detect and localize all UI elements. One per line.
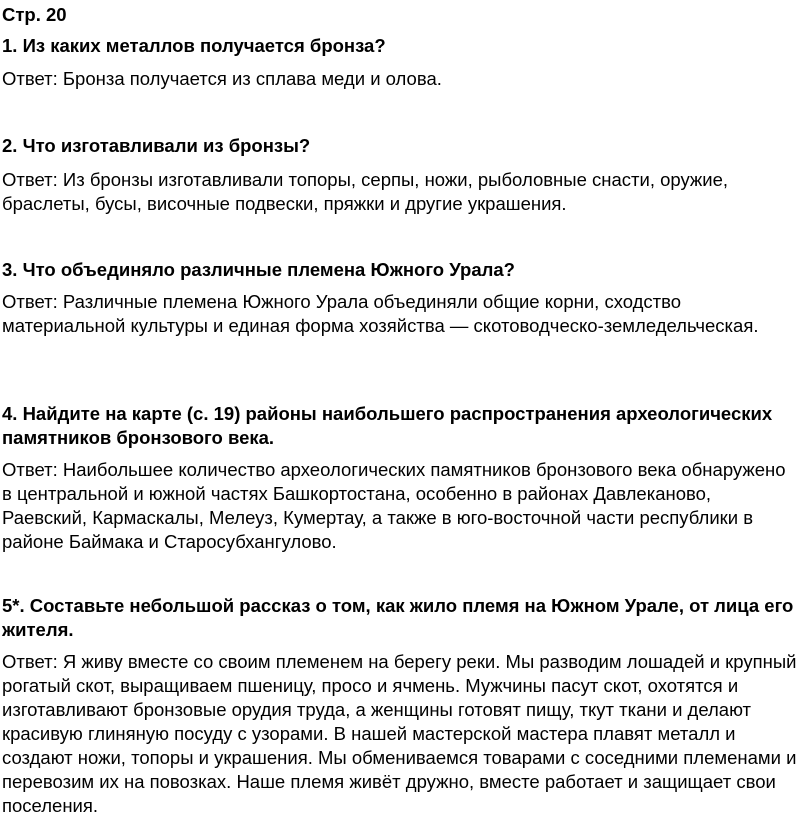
answer-5: Ответ: Я живу вместе со своим племенем на берегу реки. Мы разводим лошадей и крупный рогатый скот, выращиваем пшеницу, просо и ячмень. Мужчины пасут скот, охотятся и изготавливают бронзовые орудия труда, а женщины готовят пищу, ткут ткани и делают красивую глиняную посуду с узорами. В нашей мастерской мастера плавят металл и создают ножи, топоры и украшения. Мы обмениваемся товарами с соседними племенами и перевозим их на повозках. Наше племя живёт дружно, вместе работает и защищает свои поселения. bbox=[2, 651, 797, 816]
question-2: 2. Что изготавливали из бронзы? bbox=[2, 135, 311, 156]
page-number: Стр. 20 bbox=[2, 4, 67, 25]
question-3: 3. Что объединяло различные племена Южного Урала? bbox=[2, 259, 515, 280]
question-4: 4. Найдите на карте (с. 19) районы наибольшего распространения археологических памятников бронзового века. bbox=[2, 403, 773, 448]
answer-2: Ответ: Из бронзы изготавливали топоры, серпы, ножи, рыболовные снасти, оружие, браслеты, бусы, височные подвески, пряжки и другие украшения. bbox=[2, 169, 729, 214]
question-5: 5*. Составьте небольшой рассказ о том, как жило племя на Южном Урале, от лица его жителя. bbox=[2, 595, 794, 640]
question-1: 1. Из каких металлов получается бронза? bbox=[2, 35, 386, 56]
answer-4: Ответ: Наибольшее количество археологических памятников бронзового века обнаружено в центральной и южной частях Башкортостана, особенно в районах Давлеканово, Раевский, Кармаскалы, Мелеуз, Кумертау, а также в юго-восточной части республики в районе Баймака и Старосубхангулово. bbox=[2, 459, 786, 552]
answer-1: Ответ: Бронза получается из сплава меди и олова. bbox=[2, 68, 442, 89]
answer-3: Ответ: Различные племена Южного Урала объединяли общие корни, сходство материальной культуры и единая форма хозяйства — скотоводческо-земледельческая. bbox=[2, 291, 759, 336]
